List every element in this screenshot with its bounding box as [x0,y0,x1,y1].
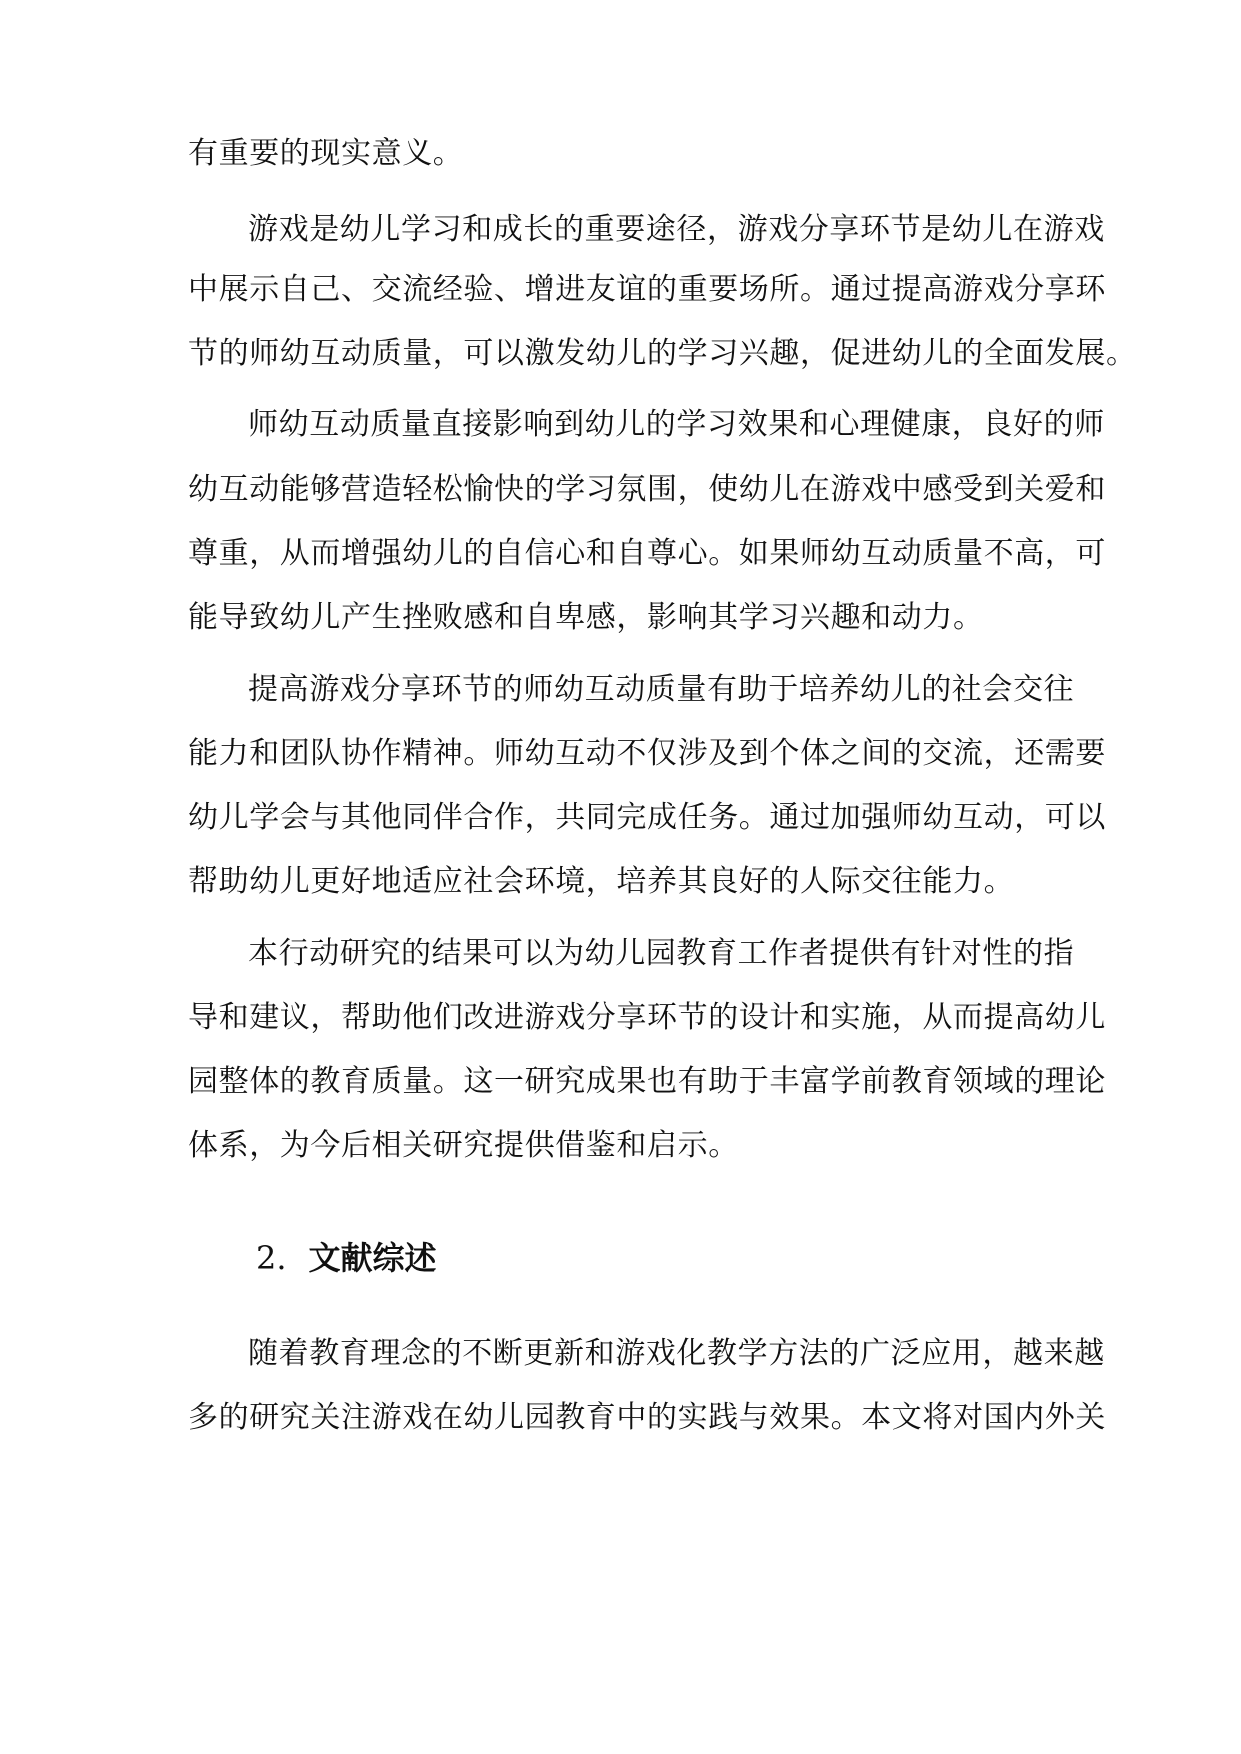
paragraph-first-line: 随着教育理念的不断更新和游戏化教学方法的广泛应用，越来越 [248,1336,1105,1371]
text-line: 多的研究关注游戏在幼儿园教育中的实践与效果。本文将对国内外关 [188,1400,1106,1435]
section-title: 文献综述 [308,1239,437,1277]
text-line: 幼儿学会与其他同伴合作，共同完成任务。通过加强师幼互动，可以 [188,800,1106,835]
text-line: 园整体的教育质量。这一研究成果也有助于丰富学前教育领域的理论 [188,1064,1106,1099]
text-line: 体系，为今后相关研究提供借鉴和启示。 [188,1128,739,1163]
text-line: 幼互动能够营造轻松愉快的学习氛围，使幼儿在游戏中感受到关爱和 [188,472,1106,507]
paragraph-first-line: 本行动研究的结果可以为幼儿园教育工作者提供有针对性的指 [248,936,1075,971]
text-line: 能力和团队协作精神。师幼互动不仅涉及到个体之间的交流，还需要 [188,736,1106,771]
text-line: 中展示自己、交流经验、增进友谊的重要场所。通过提高游戏分享环 [188,272,1106,307]
paragraph-first-line: 师幼互动质量直接影响到幼儿的学习效果和心理健康，良好的师 [248,407,1105,442]
text-line: 帮助幼儿更好地适应社会环境，培养其良好的人际交往能力。 [188,864,1015,899]
section-heading [256,1237,437,1279]
text-line: 导和建议，帮助他们改进游戏分享环节的设计和实施，从而提高幼儿 [188,1000,1106,1035]
text-line: 有重要的现实意义。 [188,136,464,171]
paragraph-first-line: 提高游戏分享环节的师幼互动质量有助于培养幼儿的社会交往 [248,672,1075,707]
section-number: 2. [256,1239,287,1277]
text-line: 节的师幼互动质量，可以激发幼儿的学习兴趣，促进幼儿的全面发展。 [188,336,1137,371]
text-line: 尊重，从而增强幼儿的自信心和自尊心。如果师幼互动质量不高，可 [188,536,1106,571]
paragraph-first-line: 游戏是幼儿学习和成长的重要途径，游戏分享环节是幼儿在游戏 [248,212,1105,247]
text-line: 能导致幼儿产生挫败感和自卑感，影响其学习兴趣和动力。 [188,600,984,635]
